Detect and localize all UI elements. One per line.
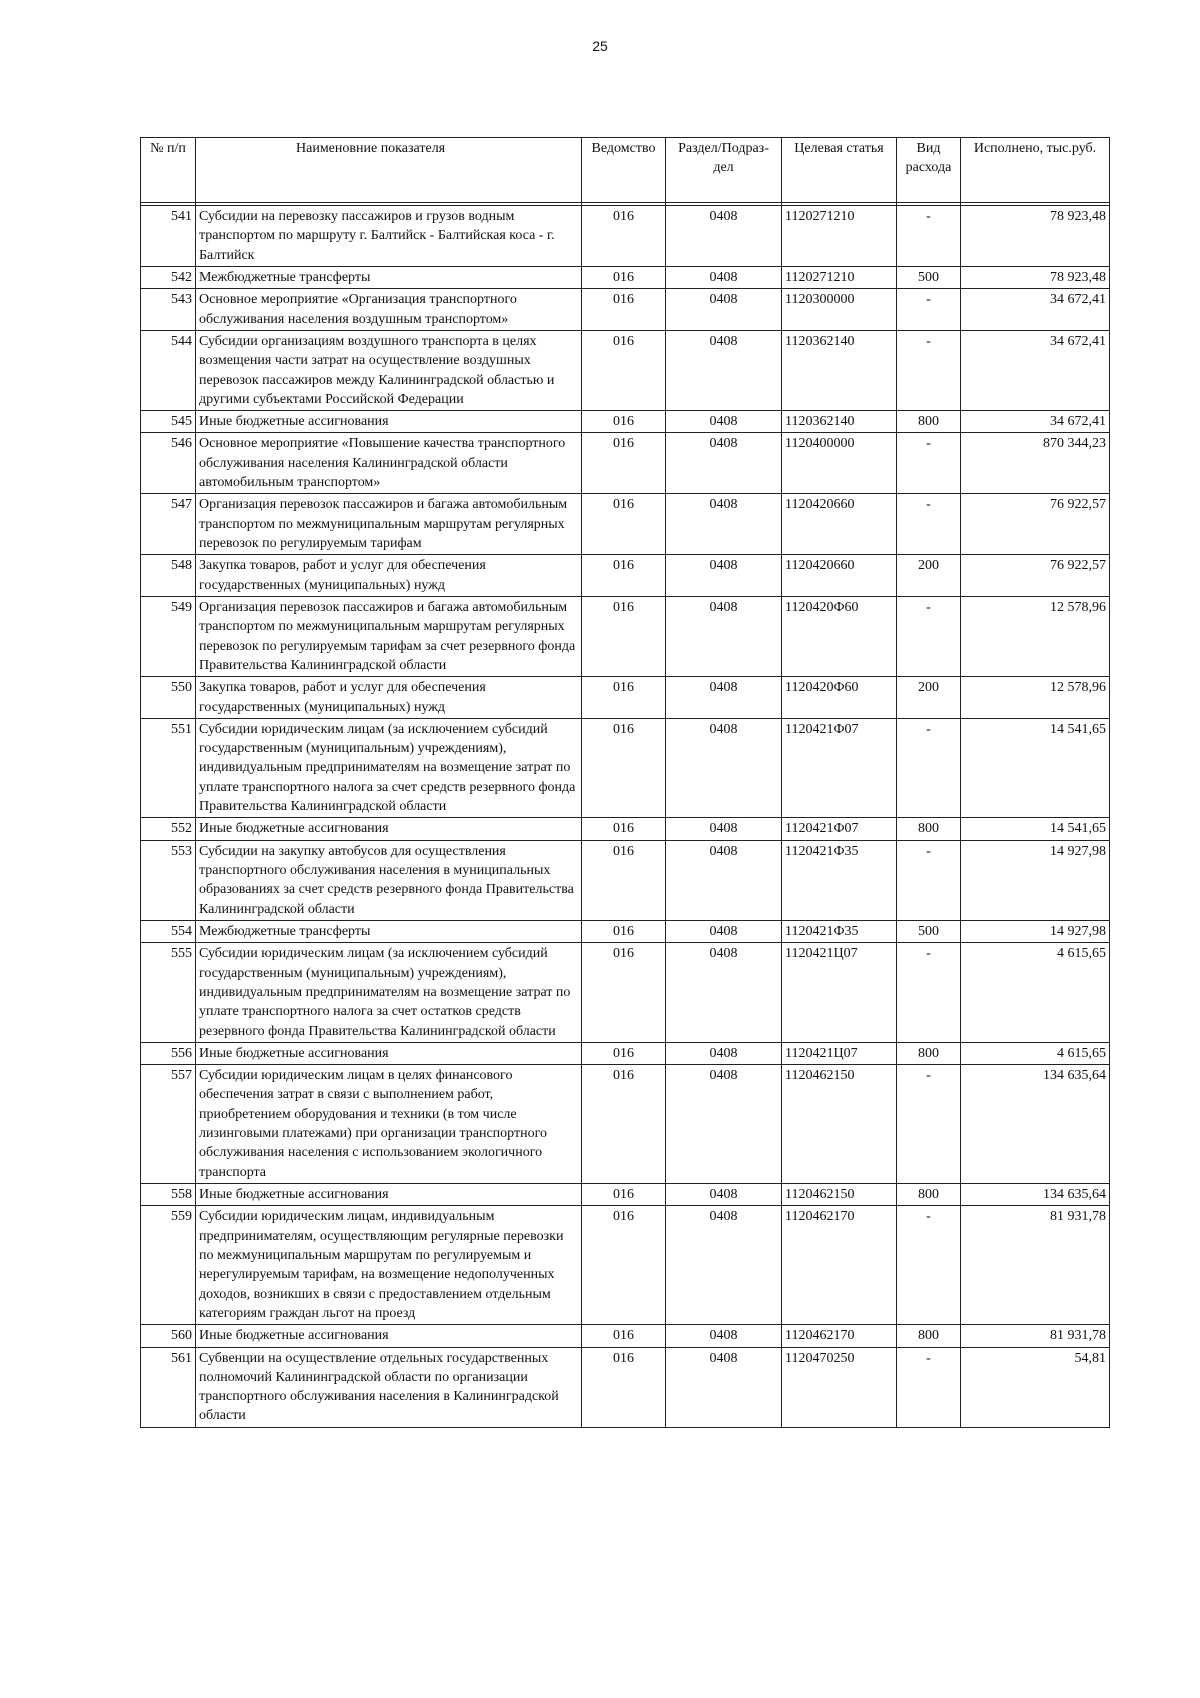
target-article: 1120420660 xyxy=(782,555,897,597)
target-article: 1120462170 xyxy=(782,1206,897,1325)
indicator-name: Субсидии юридическим лицам в целях финансового обеспечения затрат в связи с выполнением работ, приобретением оборудования и техники (в том числе лизинговыми платежами) при организации транспортного обслуживания населения с использованием экологичного транспорта xyxy=(196,1065,582,1184)
target-article: 1120420660 xyxy=(782,494,897,555)
section-code: 0408 xyxy=(666,818,782,840)
indicator-name: Иные бюджетные ассигнования xyxy=(196,1325,582,1347)
table-row xyxy=(141,555,1110,597)
executed-amount: 34 672,41 xyxy=(961,330,1110,410)
executed-amount: 78 923,48 xyxy=(961,206,1110,267)
indicator-name: Основное мероприятие «Повышение качества транспортного обслуживания населения Калининградской области автомобильным транспортом» xyxy=(196,433,582,494)
section-code: 0408 xyxy=(666,718,782,818)
target-article: 1120462170 xyxy=(782,1325,897,1347)
target-article: 1120421Ф07 xyxy=(782,718,897,818)
table-row xyxy=(141,1206,1110,1325)
indicator-name: Субсидии юридическим лицам, индивидуальным предпринимателям, осуществляющим регулярные перевозки по межмуниципальным маршрутам по регулируемым и нерегулируемым тарифам, на возмещение недополученных доходов, возникших в связи с предоставлением отдельным категориям граждан льгот на проезд xyxy=(196,1206,582,1325)
target-article: 1120271210 xyxy=(782,206,897,267)
table-row xyxy=(141,266,1110,288)
target-article: 1120362140 xyxy=(782,330,897,410)
executed-amount: 14 927,98 xyxy=(961,920,1110,942)
table-body xyxy=(141,203,1110,1428)
expense-type: - xyxy=(897,596,961,676)
section-code: 0408 xyxy=(666,596,782,676)
target-article: 1120462150 xyxy=(782,1065,897,1184)
department-code: 016 xyxy=(582,920,666,942)
row-number: 545 xyxy=(141,411,196,433)
section-code: 0408 xyxy=(666,920,782,942)
department-code: 016 xyxy=(582,1206,666,1325)
section-code: 0408 xyxy=(666,266,782,288)
target-article: 1120421Ф07 xyxy=(782,818,897,840)
expense-type: 800 xyxy=(897,818,961,840)
target-article: 1120421Ф35 xyxy=(782,840,897,920)
section-code: 0408 xyxy=(666,330,782,410)
department-code: 016 xyxy=(582,840,666,920)
section-code: 0408 xyxy=(666,206,782,267)
target-article: 1120462150 xyxy=(782,1184,897,1206)
target-article: 1120420Ф60 xyxy=(782,596,897,676)
target-article: 1120362140 xyxy=(782,411,897,433)
row-number: 553 xyxy=(141,840,196,920)
indicator-name: Субсидии на перевозку пассажиров и грузов водным транспортом по маршруту г. Балтийск - Балтийская коса - г. Балтийск xyxy=(196,206,582,267)
section-code: 0408 xyxy=(666,1184,782,1206)
section-code: 0408 xyxy=(666,1325,782,1347)
indicator-name: Межбюджетные трансферты xyxy=(196,266,582,288)
executed-amount: 78 923,48 xyxy=(961,266,1110,288)
department-code: 016 xyxy=(582,718,666,818)
indicator-name: Иные бюджетные ассигнования xyxy=(196,818,582,840)
section-code: 0408 xyxy=(666,840,782,920)
expense-type: - xyxy=(897,718,961,818)
row-number: 550 xyxy=(141,677,196,719)
header-article: Целевая статья xyxy=(782,138,897,203)
header-type: Вид расхода xyxy=(897,138,961,203)
table-row xyxy=(141,1184,1110,1206)
section-code: 0408 xyxy=(666,1347,782,1427)
row-number: 558 xyxy=(141,1184,196,1206)
expense-type: 500 xyxy=(897,266,961,288)
table-row xyxy=(141,840,1110,920)
row-number: 560 xyxy=(141,1325,196,1347)
section-code: 0408 xyxy=(666,555,782,597)
executed-amount: 870 344,23 xyxy=(961,433,1110,494)
executed-amount: 54,81 xyxy=(961,1347,1110,1427)
row-number: 544 xyxy=(141,330,196,410)
expense-type: 800 xyxy=(897,411,961,433)
table-row xyxy=(141,206,1110,267)
department-code: 016 xyxy=(582,818,666,840)
section-code: 0408 xyxy=(666,289,782,331)
expense-type: - xyxy=(897,1347,961,1427)
expense-type: 800 xyxy=(897,1325,961,1347)
expense-type: 800 xyxy=(897,1184,961,1206)
table-row xyxy=(141,920,1110,942)
table-row xyxy=(141,1325,1110,1347)
department-code: 016 xyxy=(582,1065,666,1184)
expense-type: 200 xyxy=(897,677,961,719)
department-code: 016 xyxy=(582,289,666,331)
expense-type: - xyxy=(897,206,961,267)
expense-type: - xyxy=(897,433,961,494)
section-code: 0408 xyxy=(666,1042,782,1064)
executed-amount: 76 922,57 xyxy=(961,494,1110,555)
expense-type: 500 xyxy=(897,920,961,942)
executed-amount: 34 672,41 xyxy=(961,411,1110,433)
table-row xyxy=(141,289,1110,331)
expense-type: 800 xyxy=(897,1042,961,1064)
row-number: 561 xyxy=(141,1347,196,1427)
table-row xyxy=(141,1065,1110,1184)
table-row xyxy=(141,677,1110,719)
executed-amount: 4 615,65 xyxy=(961,1042,1110,1064)
department-code: 016 xyxy=(582,266,666,288)
target-article: 1120470250 xyxy=(782,1347,897,1427)
table-row xyxy=(141,943,1110,1043)
executed-amount: 81 931,78 xyxy=(961,1325,1110,1347)
indicator-name: Субсидии на закупку автобусов для осуществления транспортного обслуживания населения в муниципальных образованиях за счет средств резервного фонда Правительства Калининградской области xyxy=(196,840,582,920)
section-code: 0408 xyxy=(666,677,782,719)
executed-amount: 14 541,65 xyxy=(961,718,1110,818)
executed-amount: 12 578,96 xyxy=(961,677,1110,719)
executed-amount: 12 578,96 xyxy=(961,596,1110,676)
table-row xyxy=(141,411,1110,433)
section-code: 0408 xyxy=(666,943,782,1043)
indicator-name: Субсидии юридическим лицам (за исключением субсидий государственным (муниципальным) учреждениям), индивидуальным предпринимателям на возмещение затрат по уплате транспортного налога за счет остатков средств резервного фонда Правительства Калининградской области xyxy=(196,943,582,1043)
target-article: 1120421Ц07 xyxy=(782,943,897,1043)
table-row xyxy=(141,330,1110,410)
row-number: 551 xyxy=(141,718,196,818)
row-number: 548 xyxy=(141,555,196,597)
expense-type: - xyxy=(897,1065,961,1184)
row-number: 541 xyxy=(141,206,196,267)
row-number: 556 xyxy=(141,1042,196,1064)
department-code: 016 xyxy=(582,555,666,597)
row-number: 555 xyxy=(141,943,196,1043)
table-row xyxy=(141,494,1110,555)
executed-amount: 76 922,57 xyxy=(961,555,1110,597)
table-row xyxy=(141,718,1110,818)
department-code: 016 xyxy=(582,411,666,433)
row-number: 552 xyxy=(141,818,196,840)
table-header xyxy=(141,138,1110,203)
table-row xyxy=(141,1042,1110,1064)
table-row xyxy=(141,596,1110,676)
indicator-name: Основное мероприятие «Организация транспортного обслуживания населения воздушным транспортом» xyxy=(196,289,582,331)
indicator-name: Закупка товаров, работ и услуг для обеспечения государственных (муниципальных) нужд xyxy=(196,677,582,719)
executed-amount: 34 672,41 xyxy=(961,289,1110,331)
expense-type: - xyxy=(897,494,961,555)
header-name: Наименовние показателя xyxy=(196,138,582,203)
department-code: 016 xyxy=(582,494,666,555)
section-code: 0408 xyxy=(666,1206,782,1325)
indicator-name: Субвенции на осуществление отдельных государственных полномочий Калининградской области по организации транспортного обслуживания населения в Калининградской области xyxy=(196,1347,582,1427)
executed-amount: 14 927,98 xyxy=(961,840,1110,920)
row-number: 559 xyxy=(141,1206,196,1325)
department-code: 016 xyxy=(582,943,666,1043)
indicator-name: Организация перевозок пассажиров и багажа автомобильным транспортом по межмуниципальным маршрутам регулярных перевозок по регулируемым тарифам xyxy=(196,494,582,555)
expense-type: - xyxy=(897,840,961,920)
expense-type: - xyxy=(897,1206,961,1325)
department-code: 016 xyxy=(582,1325,666,1347)
section-code: 0408 xyxy=(666,1065,782,1184)
expense-type: - xyxy=(897,289,961,331)
department-code: 016 xyxy=(582,1347,666,1427)
department-code: 016 xyxy=(582,433,666,494)
indicator-name: Иные бюджетные ассигнования xyxy=(196,1184,582,1206)
table-row xyxy=(141,1347,1110,1427)
row-number: 543 xyxy=(141,289,196,331)
table-row xyxy=(141,433,1110,494)
department-code: 016 xyxy=(582,596,666,676)
header-dept: Ведомство xyxy=(582,138,666,203)
executed-amount: 134 635,64 xyxy=(961,1184,1110,1206)
header-section: Раздел/Подраз-дел xyxy=(666,138,782,203)
department-code: 016 xyxy=(582,1042,666,1064)
expense-type: - xyxy=(897,943,961,1043)
target-article: 1120421Ф35 xyxy=(782,920,897,942)
indicator-name: Иные бюджетные ассигнования xyxy=(196,411,582,433)
row-number: 557 xyxy=(141,1065,196,1184)
target-article: 1120420Ф60 xyxy=(782,677,897,719)
indicator-name: Субсидии организациям воздушного транспорта в целях возмещения части затрат на осуществление воздушных перевозок пассажиров между Калининградской областью и другими субъектами Российской Федерации xyxy=(196,330,582,410)
page-number: 25 xyxy=(592,38,608,54)
executed-amount: 81 931,78 xyxy=(961,1206,1110,1325)
indicator-name: Организация перевозок пассажиров и багажа автомобильным транспортом по межмуниципальным маршрутам регулярных перевозок по регулируемым тарифам за счет резервного фонда Правительства Калининградской области xyxy=(196,596,582,676)
row-number: 547 xyxy=(141,494,196,555)
target-article: 1120300000 xyxy=(782,289,897,331)
indicator-name: Субсидии юридическим лицам (за исключением субсидий государственным (муниципальным) учреждениям), индивидуальным предпринимателям на возмещение затрат по уплате транспортного налога за счет средств резервного фонда Правительства Калининградской области xyxy=(196,718,582,818)
row-number: 554 xyxy=(141,920,196,942)
header-amount: Исполнено, тыс.руб. xyxy=(961,138,1110,203)
department-code: 016 xyxy=(582,206,666,267)
row-number: 546 xyxy=(141,433,196,494)
budget-table xyxy=(140,137,1110,1428)
target-article: 1120421Ц07 xyxy=(782,1042,897,1064)
target-article: 1120271210 xyxy=(782,266,897,288)
indicator-name: Межбюджетные трансферты xyxy=(196,920,582,942)
indicator-name: Закупка товаров, работ и услуг для обеспечения государственных (муниципальных) нужд xyxy=(196,555,582,597)
department-code: 016 xyxy=(582,1184,666,1206)
department-code: 016 xyxy=(582,330,666,410)
indicator-name: Иные бюджетные ассигнования xyxy=(196,1042,582,1064)
executed-amount: 134 635,64 xyxy=(961,1065,1110,1184)
expense-type: 200 xyxy=(897,555,961,597)
executed-amount: 14 541,65 xyxy=(961,818,1110,840)
header-num: № п/п xyxy=(141,138,196,203)
row-number: 542 xyxy=(141,266,196,288)
section-code: 0408 xyxy=(666,494,782,555)
row-number: 549 xyxy=(141,596,196,676)
expense-type: - xyxy=(897,330,961,410)
table-row xyxy=(141,818,1110,840)
executed-amount: 4 615,65 xyxy=(961,943,1110,1043)
department-code: 016 xyxy=(582,677,666,719)
target-article: 1120400000 xyxy=(782,433,897,494)
section-code: 0408 xyxy=(666,411,782,433)
section-code: 0408 xyxy=(666,433,782,494)
